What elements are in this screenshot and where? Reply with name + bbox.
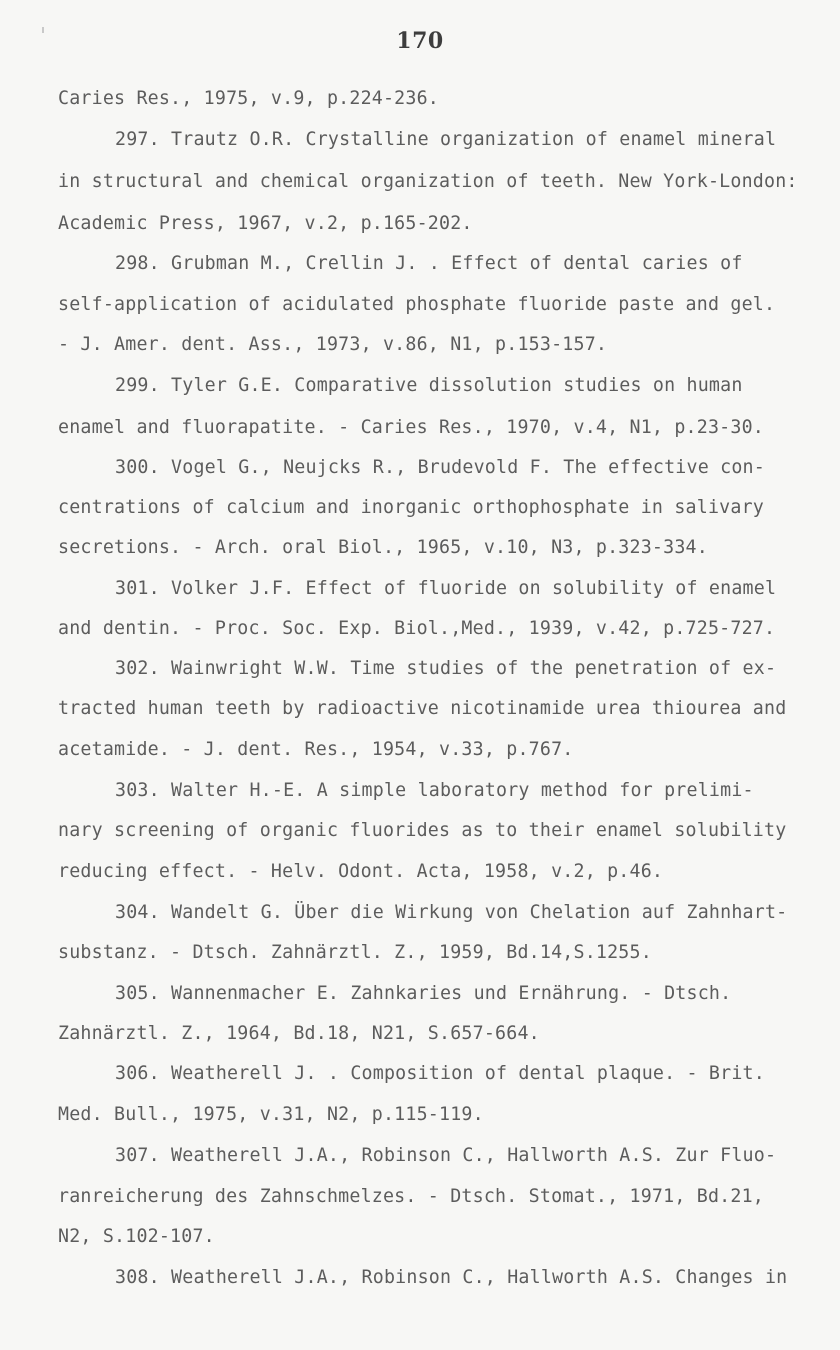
page-number: 170 — [396, 28, 444, 54]
text-line: 304. Wandelt G. Über die Wirkung von Chelation auf Zahnhart- — [115, 902, 788, 923]
text-line: 303. Walter H.-E. A simple laboratory method for prelimi- — [115, 780, 754, 801]
text-line: Med. Bull., 1975, v.31, N2, p.115-119. — [58, 1104, 484, 1125]
text-line: - J. Amer. dent. Ass., 1973, v.86, N1, p.153-157. — [58, 334, 608, 355]
text-line: 298. Grubman M., Crellin J. . Effect of dental caries of — [115, 253, 743, 274]
text-line: reducing effect. - Helv. Odont. Acta, 1958, v.2, p.46. — [58, 861, 664, 882]
text-line: 300. Vogel G., Neujcks R., Brudevold F. The effective con- — [115, 457, 765, 478]
text-line: 308. Weatherell J.A., Robinson C., Hallworth A.S. Changes in — [115, 1267, 788, 1288]
text-line: and dentin. - Proc. Soc. Exp. Biol.,Med., 1939, v.42, p.725-727. — [58, 618, 776, 639]
text-line: 307. Weatherell J.A., Robinson C., Hallworth A.S. Zur Fluo- — [115, 1145, 777, 1166]
text-line: enamel and fluorapatite. - Caries Res., 1970, v.4, N1, p.23-30. — [58, 417, 764, 438]
text-line: N2, S.102-107. — [58, 1226, 215, 1247]
text-line: nary screening of organic fluorides as to their enamel solubility — [58, 820, 787, 841]
text-line: acetamide. - J. dent. Res., 1954, v.33, p.767. — [58, 739, 574, 760]
text-line: 302. Wainwright W.W. Time studies of the penetration of ex- — [115, 658, 777, 679]
text-line: tracted human teeth by radioactive nicotinamide urea thiourea and — [58, 698, 787, 719]
text-line: 306. Weatherell J. . Composition of dental plaque. - Brit. — [115, 1063, 765, 1084]
text-line: secretions. - Arch. oral Biol., 1965, v.10, N3, p.323-334. — [58, 537, 708, 558]
text-line: 301. Volker J.F. Effect of fluoride on solubility of enamel — [115, 578, 777, 599]
text-line: ranreicherung des Zahnschmelzes. - Dtsch. Stomat., 1971, Bd.21, — [58, 1186, 764, 1207]
text-line: Academic Press, 1967, v.2, p.165-202. — [58, 213, 473, 234]
text-line: 299. Tyler G.E. Comparative dissolution studies on human — [115, 375, 743, 396]
text-line: centrations of calcium and inorganic orthophosphate in salivary — [58, 497, 764, 518]
text-line: 297. Trautz O.R. Crystalline organization of enamel mineral — [115, 129, 777, 150]
text-line: 305. Wannenmacher E. Zahnkaries und Ernährung. - Dtsch. — [115, 983, 732, 1004]
text-line: Zahnärztl. Z., 1964, Bd.18, N21, S.657-664. — [58, 1023, 540, 1044]
text-line: in structural and chemical organization of teeth. New York-London: — [58, 171, 798, 192]
text-line: self-application of acidulated phosphate fluoride paste and gel. — [58, 294, 776, 315]
text-line: Caries Res., 1975, v.9, p.224-236. — [58, 88, 440, 109]
text-line: substanz. - Dtsch. Zahnärztl. Z., 1959, Bd.14,S.1255. — [58, 942, 652, 963]
